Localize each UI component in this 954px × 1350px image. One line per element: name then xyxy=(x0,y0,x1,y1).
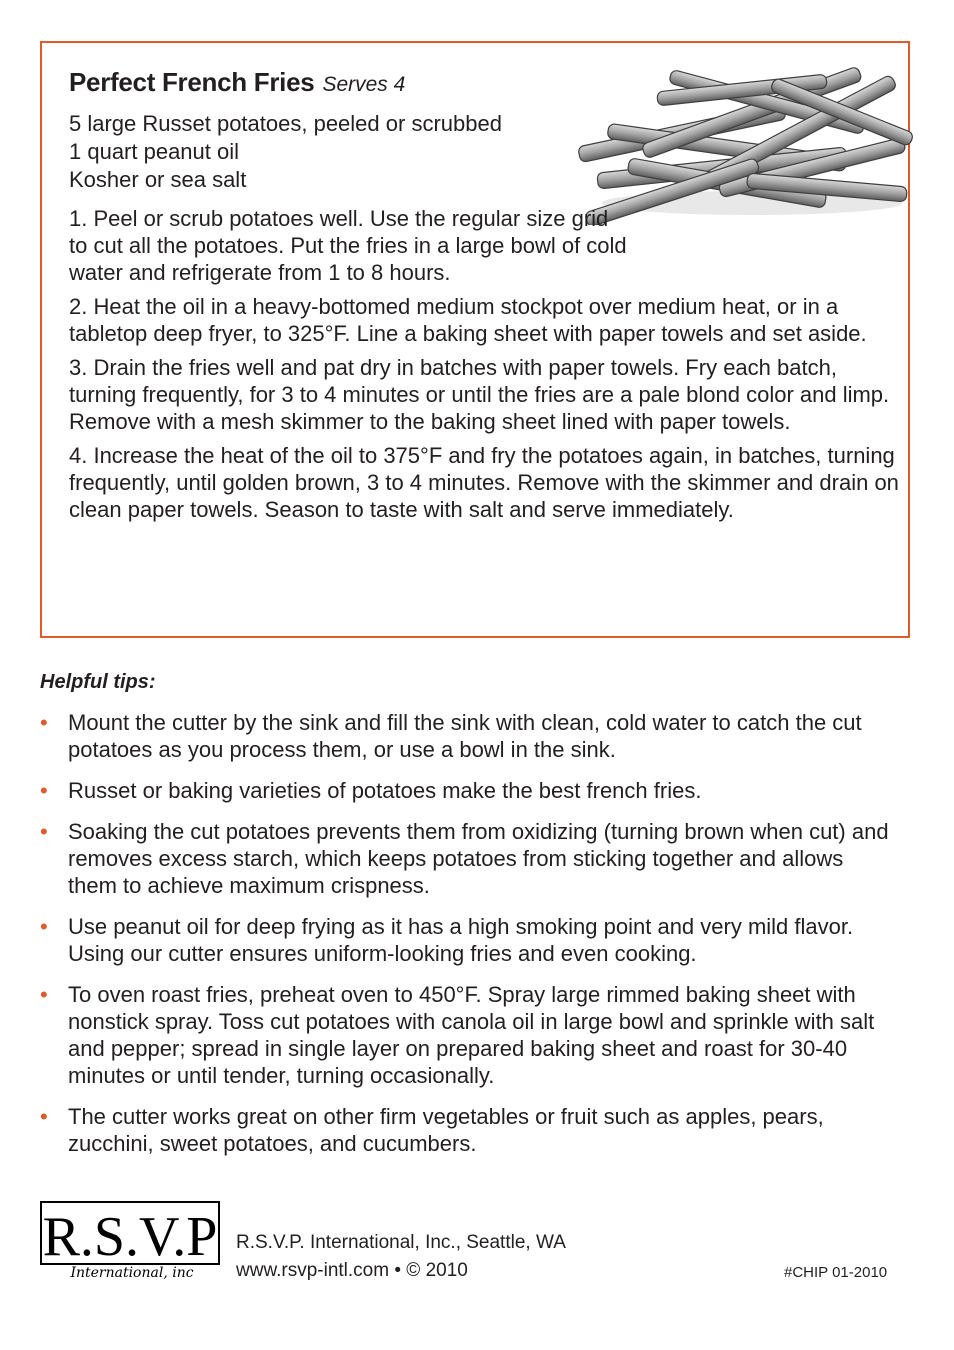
rsvp-logo-icon xyxy=(40,1201,220,1281)
french-fries-photo-icon xyxy=(567,65,927,225)
recipe-title: Perfect French Fries xyxy=(69,67,315,97)
tip-text: Soaking the cut potatoes prevents them from oxidizing (turning brown when cut) and removes excess starch, which keeps potatoes from sticking together and allows them to achieve maximum crispness. xyxy=(68,819,889,898)
tip-item xyxy=(40,1103,890,1157)
bullet-icon: • xyxy=(40,982,48,1007)
company-info xyxy=(236,1229,566,1285)
web-line: www.rsvp-intl.com • © 2010 xyxy=(236,1260,468,1281)
step-text: 1. Peel or scrub potatoes well. Use the regular size grid to cut all the potatoes. Put the fries in a large bowl of cold water and refrigerate from 1 to 8 hours. xyxy=(69,206,627,285)
tips-list xyxy=(40,709,890,1171)
tip-item xyxy=(40,818,890,899)
step-item: 3. Drain the fries well and pat dry in batches with paper towels. Fry each batch, turning frequently, for 3 to 4 minutes or until the fries are a pale blond color and limp. Remove with a mesh skimmer to the baking sheet lined with paper towels. xyxy=(69,355,890,434)
step-item: 2. Heat the oil in a heavy-bottomed medium stockpot over medium heat, or in a tabletop deep fryer, to 325°F. Line a baking sheet with paper towels and set aside. xyxy=(69,294,867,346)
bullet-icon: • xyxy=(40,819,48,844)
tip-text: Mount the cutter by the sink and fill the sink with clean, cold water to catch the cut potatoes as you process them, or use a bowl in the sink. xyxy=(68,710,862,762)
tip-text: To oven roast fries, preheat oven to 450°F. Spray large rimmed baking sheet with nonstick spray. Toss cut potatoes with canola oil in large bowl and sprinkle with salt and pepper; spread in single layer on prepared baking sheet and roast for 30-40 minutes or until tender, turning occasionally. xyxy=(68,982,875,1088)
bullet-icon: • xyxy=(40,914,48,939)
step-list xyxy=(69,205,899,530)
tips-heading: Helpful tips: xyxy=(40,671,156,693)
tip-text: Use peanut oil for deep frying as it has a high smoking point and very mild flavor. Using our cutter ensures uniform-looking fries and even cooking. xyxy=(68,914,854,966)
ingredient-list xyxy=(69,110,502,194)
step-item: 4. Increase the heat of the oil to 375°F and fry the potatoes again, in batches, turning frequently, until golden brown, 3 to 4 minutes. Remove with the skimmer and drain on clean paper towels. Season to taste with salt and serve immediately. xyxy=(69,443,899,522)
product-code: #CHIP 01-2010 xyxy=(784,1264,888,1281)
recipe-serves: Serves 4 xyxy=(322,73,406,96)
logo-script: International, inc xyxy=(70,1265,194,1281)
ingredient-item: 5 large Russet potatoes, peeled or scrubbed xyxy=(69,111,502,136)
tip-text: Russet or baking varieties of potatoes make the best french fries. xyxy=(68,778,702,803)
recipe-title-row xyxy=(69,67,405,98)
ingredient-item: Kosher or sea salt xyxy=(69,167,247,192)
tip-item xyxy=(40,777,890,804)
tip-item xyxy=(40,981,890,1089)
tip-item xyxy=(40,913,890,967)
bullet-icon: • xyxy=(40,710,48,735)
logo-text: R.S.V.P xyxy=(42,1206,218,1268)
step-item xyxy=(69,205,899,286)
ingredient-item: 1 quart peanut oil xyxy=(69,139,240,164)
tip-text: The cutter works great on other firm vegetables or fruit such as apples, pears, zucchini, sweet potatoes, and cucumbers. xyxy=(68,1104,824,1156)
recipe-box xyxy=(40,41,910,638)
company-line: R.S.V.P. International, Inc., Seattle, WA xyxy=(236,1232,566,1253)
tip-item xyxy=(40,709,890,763)
bullet-icon: • xyxy=(40,1104,48,1129)
bullet-icon: • xyxy=(40,778,48,803)
